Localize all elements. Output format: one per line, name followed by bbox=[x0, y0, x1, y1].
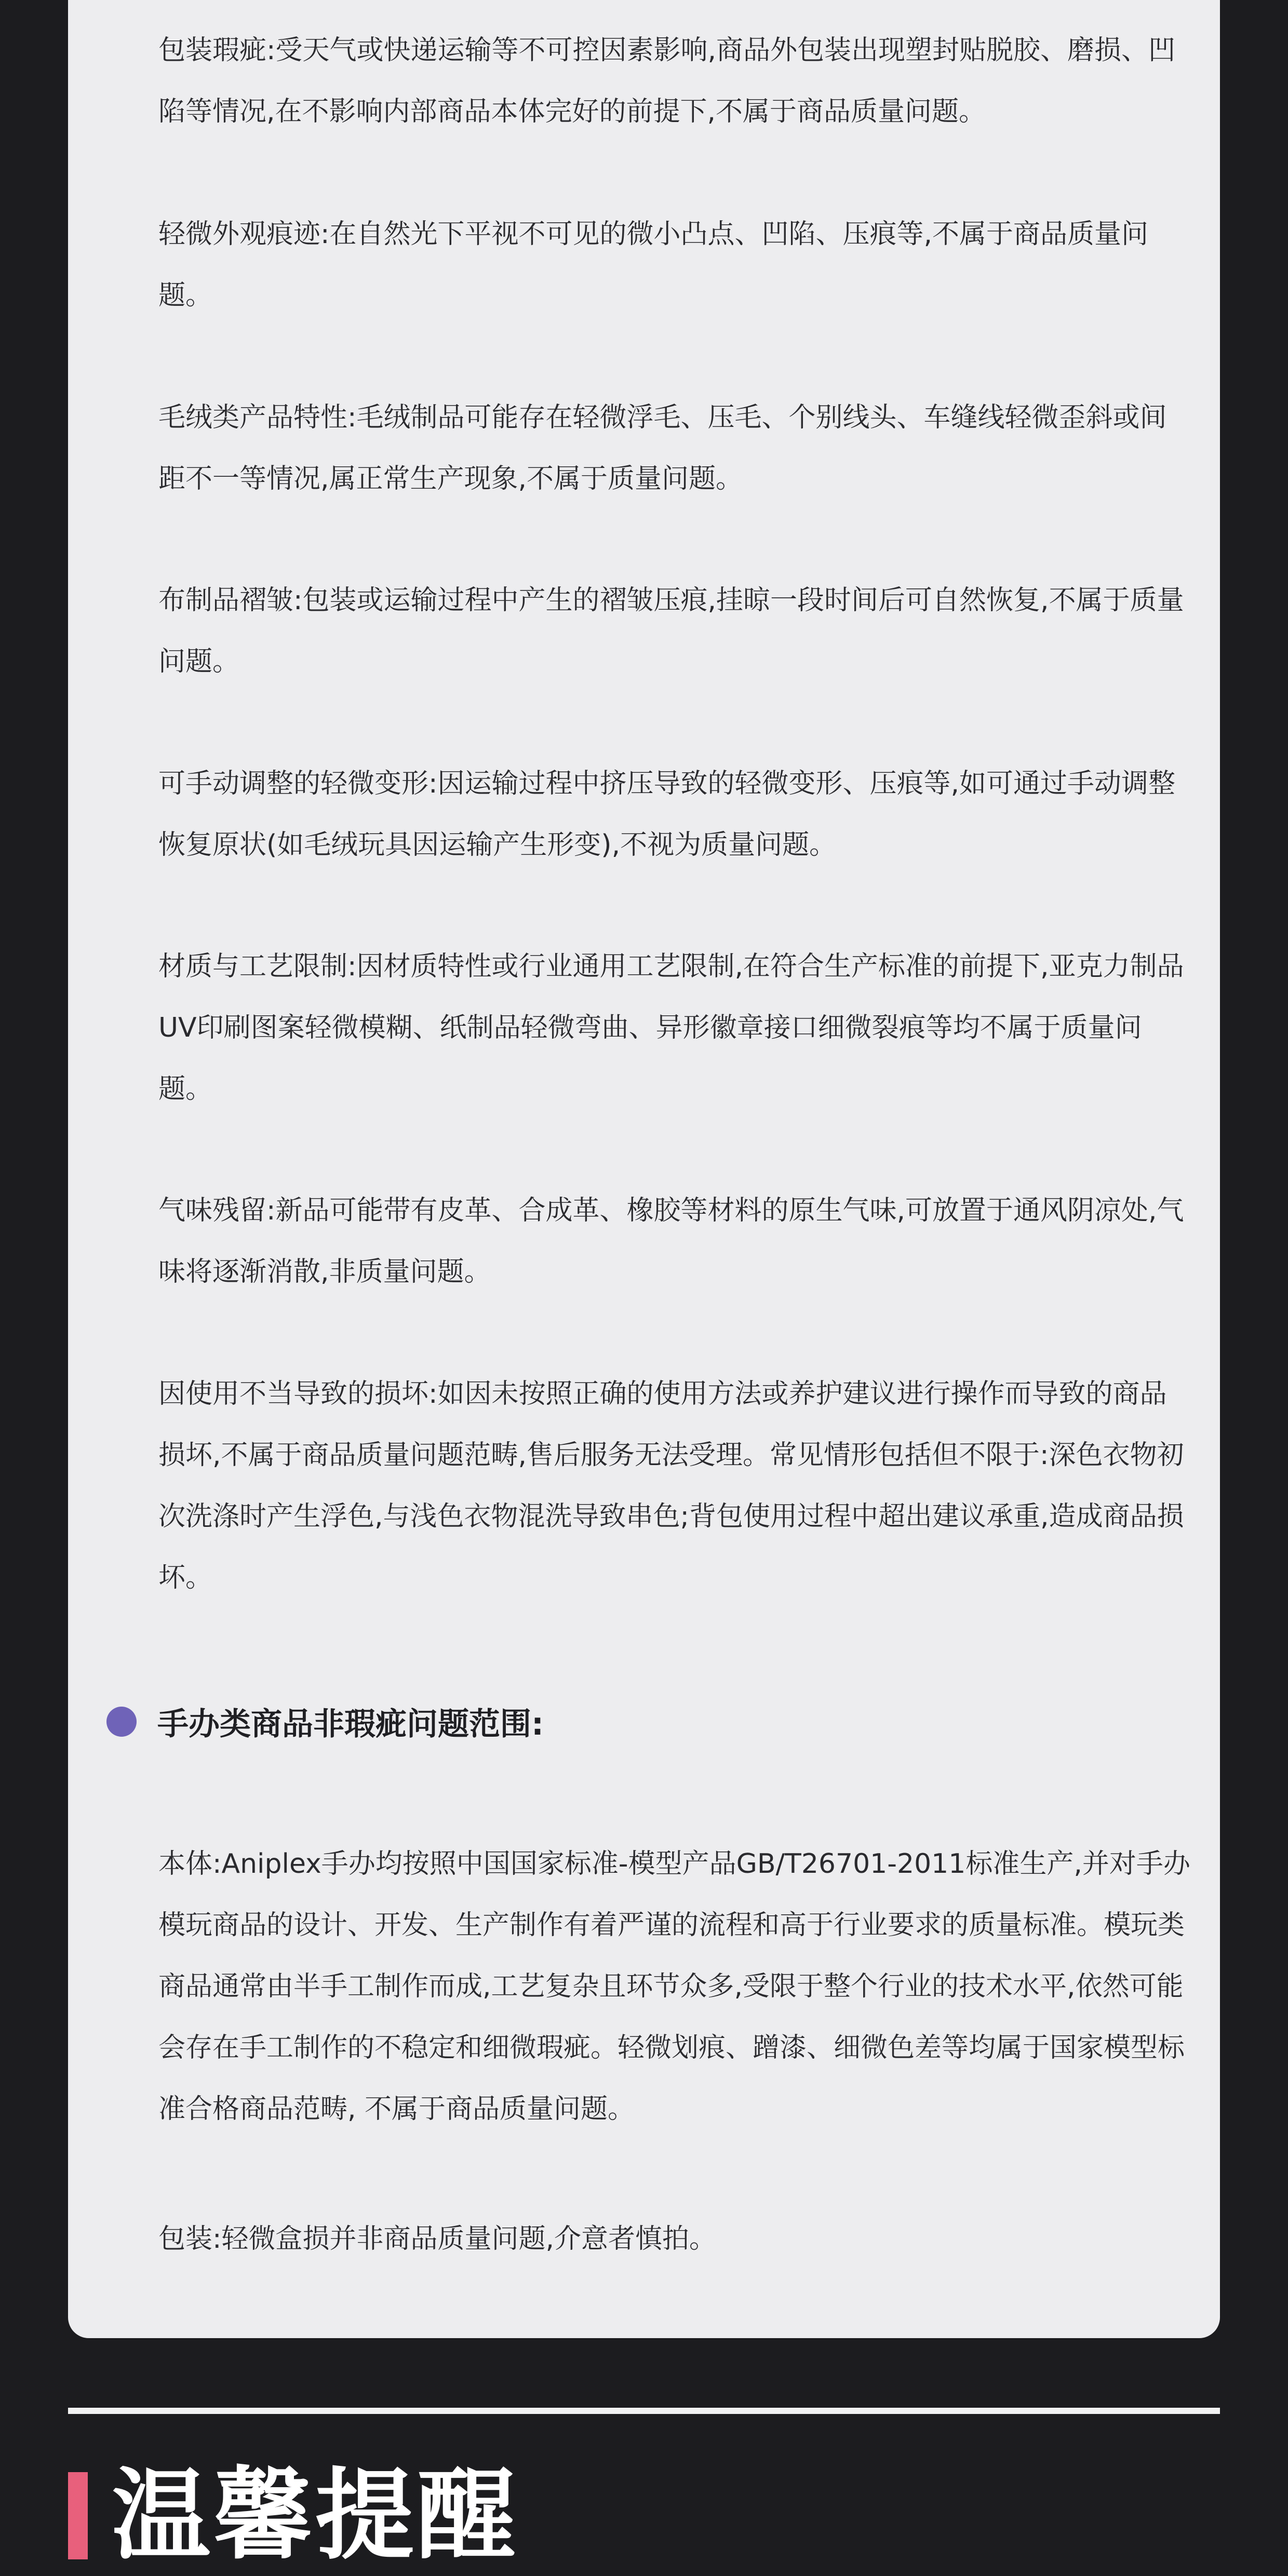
title-accent-bar bbox=[68, 2472, 88, 2559]
bullet-dot-icon bbox=[106, 1707, 137, 1737]
paragraph-minor-marks: 轻微外观痕迹:在自然光下平视不可见的微小凸点、凹陷、压痕等,不属于商品质量问题。 bbox=[158, 219, 1149, 311]
figure-section-title: 手办类商品非瑕疵问题范围: bbox=[157, 1706, 544, 1742]
figure-section-heading bbox=[106, 1699, 544, 1744]
section-divider bbox=[68, 2408, 1220, 2414]
paragraph-packaging-defects: 包装瑕疵:受天气或快递运输等不可控因素影响,商品外包装出现塑封贴脱胶、磨损、凹陷等情况,在不影响内部商品本体完好的前提下,不属于商品质量问题。 bbox=[158, 35, 1176, 127]
paragraph-material-limits: 材质与工艺限制:因材质特性或行业通用工艺限制,在符合生产标准的前提下,亚克力制品UV印刷图案轻微模糊、纸制品轻微弯曲、异形徽章接口细微裂痕等均不属于质量问题。 bbox=[158, 951, 1184, 1105]
paragraph-plush-traits: 毛绒类产品特性:毛绒制品可能存在轻微浮毛、压毛、个别线头、车缝线轻微歪斜或间距不一等情况,属正常生产现象,不属于质量问题。 bbox=[158, 402, 1167, 494]
footer-title: 温馨提醒 bbox=[112, 2458, 519, 2573]
paragraph-improper-use: 因使用不当导致的损坏:如因未按照正确的使用方法或养护建议进行操作而导致的商品损坏,不属于商品质量问题范畴,售后服务无法受理。常见情形包括但不限于:深色衣物初次洗涤时产生浮色,与浅色衣物混洗导致串色;背包使用过程中超出建议承重,造成商品损坏。 bbox=[158, 1378, 1184, 1593]
paragraph-figure-body: 本体:Aniplex手办均按照中国国家标准-模型产品GB/T26701-2011标准生产,并对手办模玩商品的设计、开发、生产制作有着严谨的流程和高于行业要求的质量标准。模玩类商品通常由半手工制作而成,工艺复杂且环节众多,受限于整个行业的技术水平,依然可能会存在手工制作的不稳定和细微瑕疵。轻微划痕、蹭漆、细微色差等均属于国家模型标准合格商品范畴, 不属于商品质量问题。 bbox=[158, 1848, 1190, 2125]
paragraph-odor: 气味残留:新品可能带有皮革、合成革、橡胶等材料的原生气味,可放置于通风阴凉处,气味将逐渐消散,非质量问题。 bbox=[158, 1195, 1184, 1287]
paragraph-figure-packaging: 包装:轻微盒损并非商品质量问题,介意者慎拍。 bbox=[158, 2223, 717, 2255]
paragraph-fabric-wrinkles: 布制品褶皱:包装或运输过程中产生的褶皱压痕,挂晾一段时间后可自然恢复,不属于质量问题。 bbox=[158, 585, 1184, 677]
paragraph-minor-deformation: 可手动调整的轻微变形:因运输过程中挤压导致的轻微变形、压痕等,如可通过手动调整恢复原状(如毛绒玩具因运输产生形变),不视为质量问题。 bbox=[158, 768, 1176, 861]
